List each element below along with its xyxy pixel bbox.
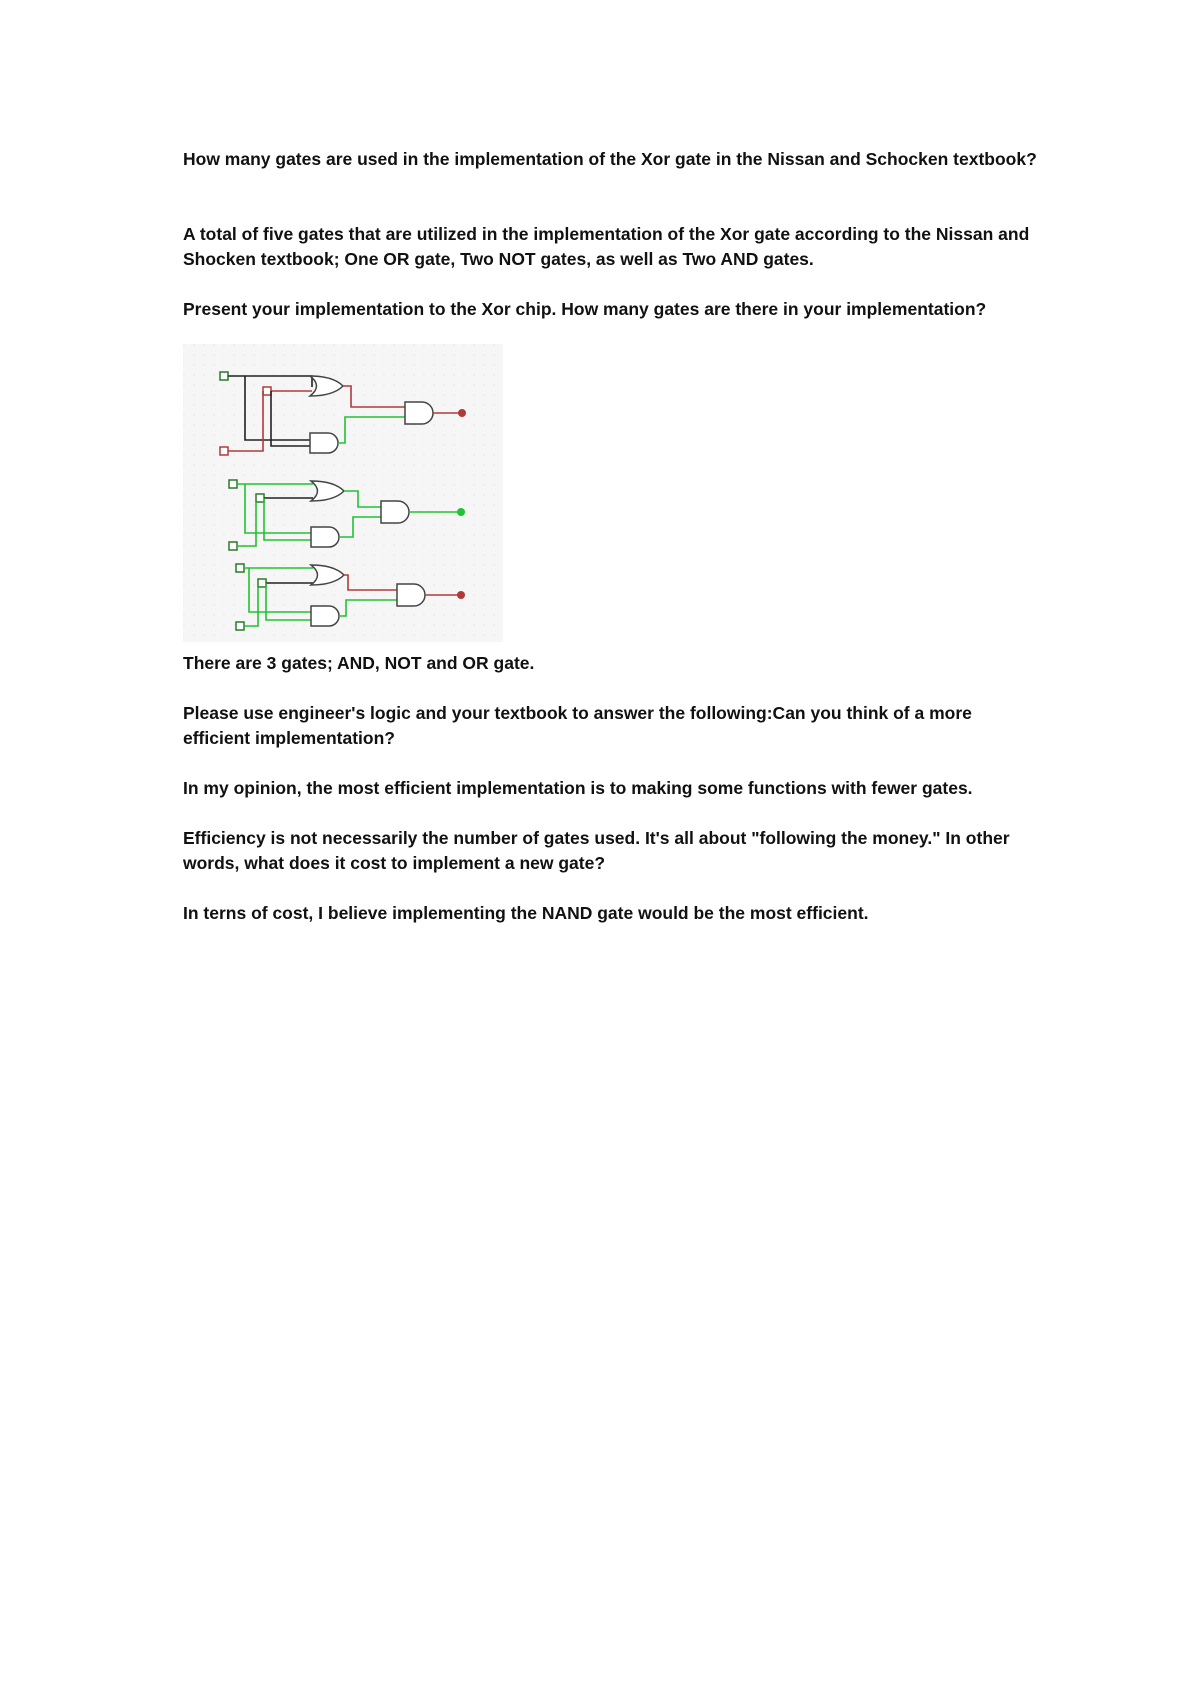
not-pin bbox=[258, 579, 266, 587]
output-led bbox=[457, 508, 465, 516]
xor-circuit-figure bbox=[183, 344, 503, 642]
input-pin-b bbox=[220, 447, 228, 455]
and-gate-final bbox=[381, 501, 409, 523]
question-2: Present your implementation to the Xor chip. How many gates are there in your implementation? bbox=[183, 299, 987, 319]
answer-2: There are 3 gates; AND, NOT and OR gate. bbox=[183, 653, 535, 673]
input-pin-a bbox=[229, 480, 237, 488]
and-gate bbox=[311, 606, 339, 626]
and-gate bbox=[310, 433, 338, 453]
input-pin-b bbox=[236, 622, 244, 630]
and-gate bbox=[311, 527, 339, 547]
question-1: How many gates are used in the implementation of the Xor gate in the Nissan and Schocken textbook? bbox=[183, 149, 1037, 169]
question-3: Please use engineer's logic and your textbook to answer the following:Can you think of a more efficient implementation? bbox=[183, 703, 972, 748]
answer-4: In terns of cost, I believe implementing the NAND gate would be the most efficient. bbox=[183, 903, 869, 923]
answer-1: A total of five gates that are utilized in the implementation of the Xor gate according to the Nissan and Shocken textbook; One OR gate, Two NOT gates, as well as Two AND gates. bbox=[183, 224, 1030, 269]
answer-3: In my opinion, the most efficient implementation is to making some functions with fewer gates. bbox=[183, 778, 973, 798]
input-pin-a bbox=[236, 564, 244, 572]
and-gate-final bbox=[405, 402, 433, 424]
not-pin bbox=[263, 387, 271, 395]
input-pin-a bbox=[220, 372, 228, 380]
circuit-diagram bbox=[183, 344, 503, 642]
question-4: Efficiency is not necessarily the number of gates used. It's all about "following the money." In other words, what does it cost to implement a new gate? bbox=[183, 828, 1010, 873]
and-gate-final bbox=[397, 584, 425, 606]
not-pin bbox=[256, 494, 264, 502]
output-led bbox=[458, 409, 466, 417]
output-led bbox=[457, 591, 465, 599]
input-pin-b bbox=[229, 542, 237, 550]
